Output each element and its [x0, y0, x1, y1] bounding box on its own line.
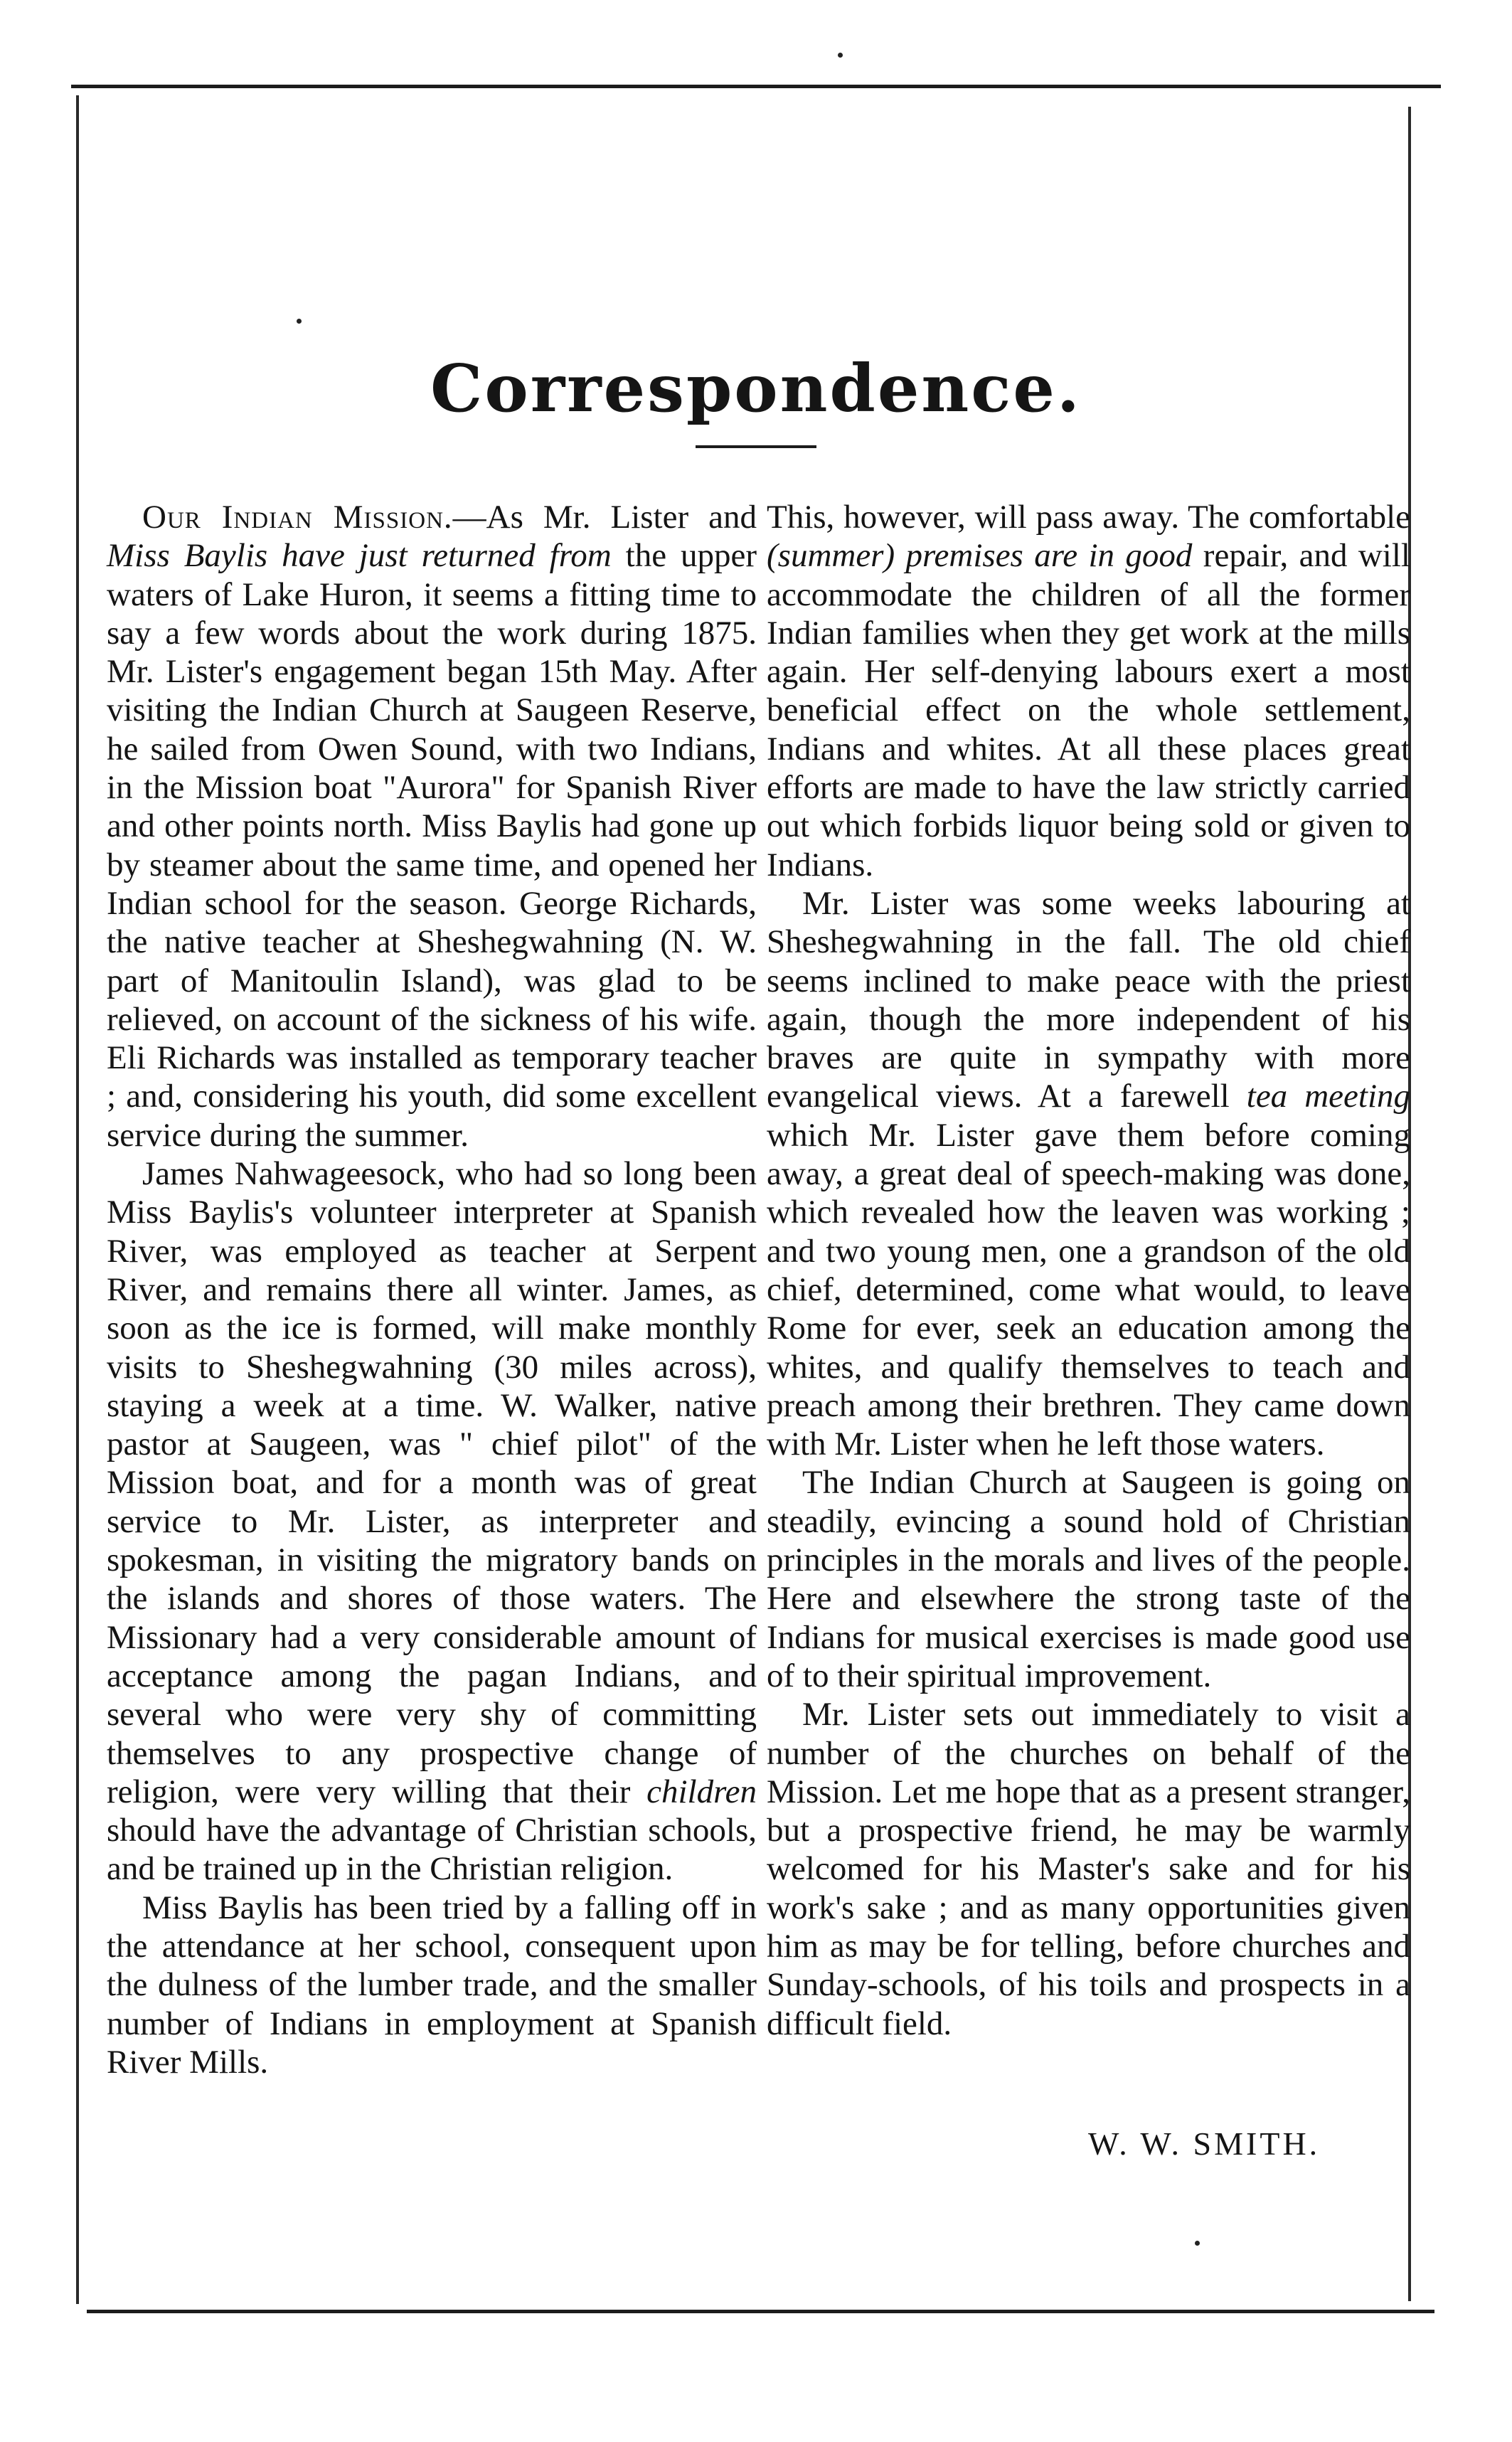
- text-run: should have the advantage of Christian schools, and be trained up in the Christian religion.: [107, 1812, 757, 1888]
- paragraph: [767, 884, 1410, 1463]
- text-run: This, however, will pass away. The comfortable: [767, 499, 1410, 536]
- paragraph: [107, 498, 757, 1154]
- text-run: —As Mr. Lister and: [452, 499, 757, 536]
- signature: W. W. SMITH.: [1088, 2125, 1321, 2162]
- text-run: the upper waters of Lake Huron, it seems a fitting time to say a few words about the work during 1875. Mr. Lister's engagement began 15th May. After visiting the Indian Church at Saugeen Reserve, he sailed from Owen Sound, with two Indians, in the Mission boat "Aurora" for Spanish River and other points north. Miss Baylis had gone up by steamer about the same time, and opened her Indian school for the season. George Richards, the native teacher at Sheshegwahning (N. W. part of Manitoulin Island), was glad to be relieved, on account of the sickness of his wife. Eli Richards was installed as temporary teacher ; and, considering his youth, did some excellent service during the summer.: [107, 537, 757, 1154]
- ink-speck: [297, 319, 302, 324]
- text-run: repair, and will accommodate the children of all the former Indian families when they get work at the mills again. Her self-denying labours exert a most beneficial effect on the whole settlement, Indians and whites. At all these places great efforts are made to have the law strictly carried out which forbids liquor being sold or given to Indians.: [767, 537, 1410, 883]
- ink-speck: [838, 53, 843, 58]
- ink-speck: [1195, 2241, 1200, 2246]
- left-column: [107, 498, 757, 2081]
- left-border-rule: [76, 95, 79, 2304]
- italic-run: Miss Baylis have just returned from: [107, 537, 612, 575]
- paragraph: [107, 1154, 757, 1889]
- bottom-border-rule: [87, 2310, 1434, 2313]
- paragraph: The Indian Church at Saugeen is going on steadily, evincing a sound hold of Christian principles in the morals and lives of the people. Here and elsewhere the strong taste of the Indians for musical exercises is made good use of to their spiritual improvement.: [767, 1464, 1410, 1694]
- italic-run: tea meeting: [1246, 1078, 1410, 1115]
- paragraph: [767, 498, 1410, 884]
- italic-run: children: [646, 1773, 757, 1810]
- heading-underline: [696, 445, 816, 448]
- italic-run: (summer) premises are in good: [767, 537, 1193, 575]
- right-column: [767, 498, 1410, 2043]
- text-run: James Nahwageesock, who had so long been Miss Baylis's volunteer interpreter at Spanish River, was employed as teacher at Serpent River, and remains there all winter. James, as soon as the ice is formed, will make monthly visits to Sheshegwahning (30 miles across), staying a week at a time. W. Walker, native pastor at Saugeen, was " chief pilot" of the Mission boat, and for a month was of great service to Mr. Lister, as interpreter and spokesman, in visiting the migratory bands on the islands and shores of those waters. The Missionary had a very considerable amount of acceptance among the pagan Indians, and several who were very shy of committing themselves to any prospective change of religion, were very willing that their: [107, 1155, 757, 1810]
- text-run: which Mr. Lister gave them before coming away, a great deal of speech-making was done, which revealed how the leaven was working ; and two young men, one a grandson of the old chief, determined, come what would, to leave Rome for ever, seek an education among the whites, and qualify themselves to teach and preach among their brethren. They came down with Mr. Lister when he left those waters.: [767, 1116, 1410, 1463]
- top-border-rule: [71, 85, 1441, 88]
- text-run: Mr. Lister was some weeks labouring at Sheshegwahning in the fall. The old chief seems inclined to make peace with the priest again, though the more independent of his braves are quite in sympathy with more evangelical views. At a farewell: [767, 884, 1410, 1115]
- section-lead: Our Indian Mission.: [142, 499, 453, 536]
- paragraph: Mr. Lister sets out immediately to visit a number of the churches on behalf of the Mission. Let me hope that as a present stranger, but a prospective friend, he may be warmly welcomed for his Master's sake and for his work's sake ; and as many opportunities given him as may be for telling, before churches and Sunday-schools, of his toils and prospects in a difficult field.: [767, 1696, 1410, 2042]
- page-heading: Correspondence.: [430, 349, 1082, 427]
- paragraph: Miss Baylis has been tried by a falling off in the attendance at her school, consequent upon the dulness of the lumber trade, and the smaller number of Indians in employment at Spanish River Mills.: [107, 1889, 757, 2081]
